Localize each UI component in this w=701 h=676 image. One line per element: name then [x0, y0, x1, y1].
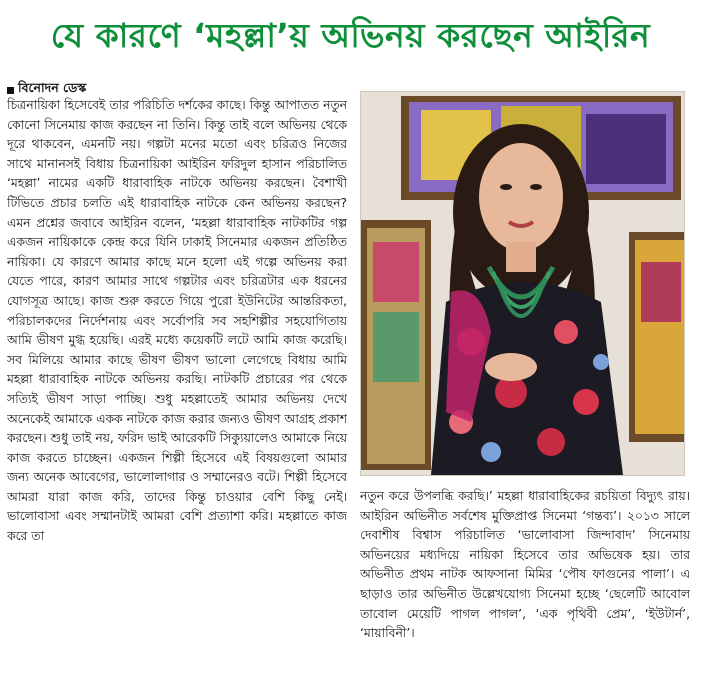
article-body-right-column: [360, 487, 690, 667]
article-body-text: চিত্রনায়িকা হিসেবেই তার পরিচিতি দর্শকের কাছে। কিন্তু আপাতত নতুন কোনো সিনেমায় কাজ করছেন না তিনি। কিন্তু তাই বলে অভিনয় থেকে দূরে থাকবেন, এমনটি নয়। গল্পটা মনের মতো এবং চরিত্রও নিজের সাথে মানানসই বিধায় চিত্রনায়িকা আইরিন ফরিদুল হাসান পরিচালিত ‘মহল্লা’ নামের একটি ধারাবাহিক নাটকে অভিনয় করছেন। বৈশাখী টিভিতে প্রচার চলতি এই ধারাবাহিক নাটকে কেন অভিনয় করছেন? এমন প্রশ্নের জবাবে আইরিন বলেন, ‘মহল্লা ধারাবাহিক নাটকটির গল্প একজন নায়িকাকে কেন্দ্র করে যিনি ঢাকাই সিনেমার একজন প্রতিষ্ঠিত নায়িকা। যে কারণে আমার কাছে মনে হলো এই গল্পে অভিনয় করা যেতে পারে, কারণ আমার সাথে গল্পটার এবং চরিত্রটার এক ধরনের যোগসূত্র আছে। কাজ শুরু করতে গিয়ে পুরো ইউনিটের আন্তরিকতা, পরিচালকদের নির্দেশনায় এবং সর্বোপরি সব সহশিল্পীর সহযোগিতায় আমি ভীষণ মুগ্ধ হয়েছি। এরই মধ্যে কয়েকটি লটে আমি কাজ করেছি। সব মিলিয়ে আমার কাছে ভীষণ ভীষণ ভালো লেগেছে বিধায় আমি মহল্লা ধারাবাহিক নাটকে অভিনয় করছি। নাটকটি প্রচারের পর থেকে সত্যিই ভীষণ সাড়া পাচ্ছি। শুধু মহল্লাতেই আমার অভিনয় দেখে অনেকেই আমাকে একক নাটকে কাজ করার জন্যও ভীষণ আগ্রহ প্রকাশ করছেন। শুধু তাই নয়, ফরিদ ভাই আরেকটি সিক্যুয়ালেও আমাকে নিয়ে কাজ করতে চাচ্ছেন। একজন শিল্পী হিসেবে এই বিষয়গুলো আমার জন্য অনেক আবেগের, ভালোলাগার ও সম্মানেরও বটে। শিল্পী হিসেবে আমরা যারা কাজ করি, তাদের কিন্তু চাওয়ার বেশি কিছু নেই। ভালোবাসা এবং সম্মানটাই আমরা বেশি প্রত্যাশা করি। মহল্লাতে কাজ করে তা: [7, 98, 347, 544]
article-headline: যে কারণে ‘মহল্লা’য় অভিনয় করছেন আইরিন: [50, 16, 651, 55]
article-body-left-column: [7, 96, 347, 670]
article-body-text-continued: নতুন করে উপলব্ধি করছি।’ মহল্লা ধারাবাহিকের রচয়িতা বিদ্যুৎ রায়। আইরিন অভিনীত সর্বশেষ মুক্তিপ্রাপ্ত সিনেমা ‘গন্তব্য’। ২০১৩ সালে দেবাশীষ বিশ্বাস পরিচালিত ‘ভালোবাসা জিন্দাবাদ’ সিনেমায় অভিনয়ের মধ্যদিয়ে নায়িকা হিসেবে তার অভিষেক হয়। তার অভিনীত প্রথম নাটক আফসানা মিমির ‘পৌষ ফাগুনের পালা’। এ ছাড়াও তার অভিনীত উল্লেখযোগ্য সিনেমা হচ্ছে ‘ছেলেটি আবোল তাবোল মেয়েটি পাগল পাগল’, ‘এক পৃথিবী প্রেম’, ‘ইউটার্ন’, ‘মায়াবিনী’।: [360, 489, 690, 641]
bullet-icon: [7, 87, 14, 94]
article-photo: [360, 91, 685, 476]
byline-label: বিনোদন ডেস্ক: [18, 80, 87, 95]
